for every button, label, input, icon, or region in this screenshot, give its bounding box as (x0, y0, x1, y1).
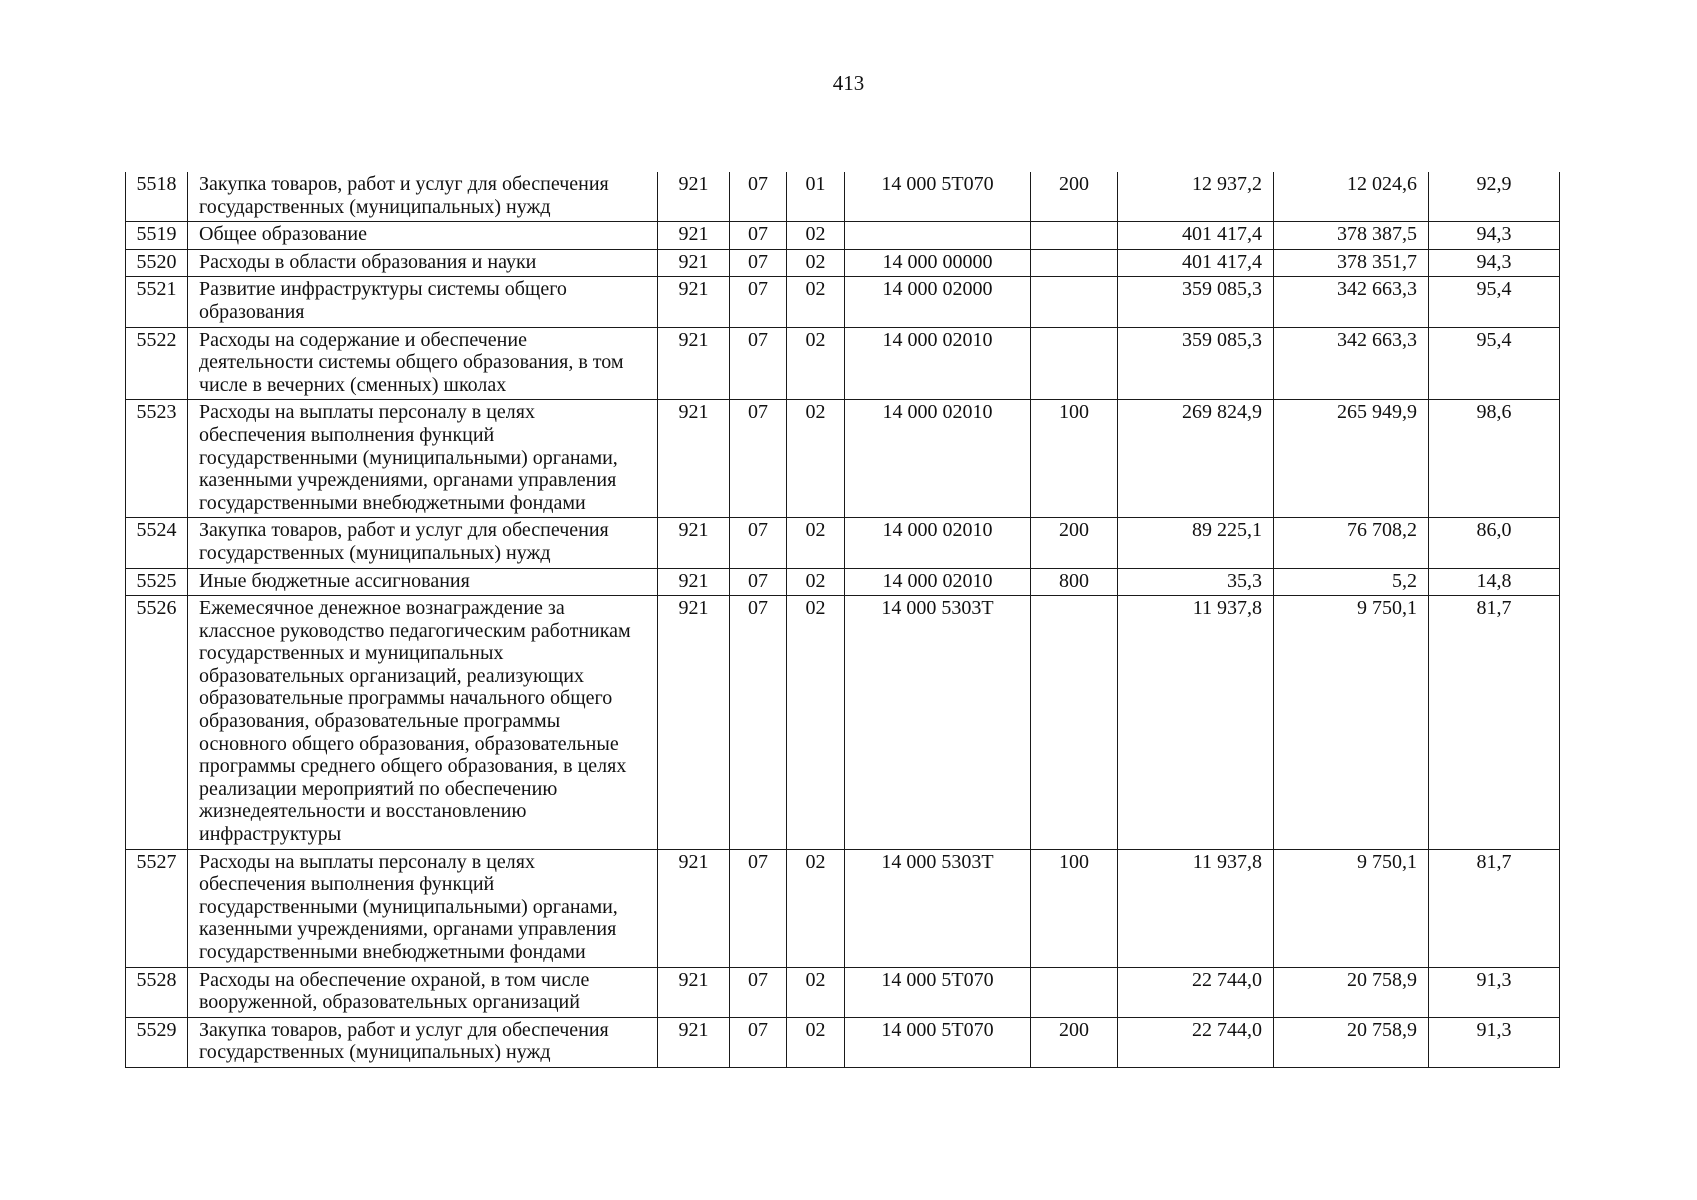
item-name: Развитие инфраструктуры системы общего образования (188, 277, 658, 327)
table-body (126, 172, 1560, 1067)
table-row (126, 327, 1560, 400)
code-expense-type (1031, 249, 1118, 277)
table-row (126, 518, 1560, 568)
code-subsection: 01 (787, 172, 845, 222)
item-name: Расходы на выплаты персоналу в целях обеспечения выполнения функций государственными (муниципальными) органами, казенными учреждениями, органами управления государственными внебюджетными фондами (188, 849, 658, 967)
code-subsection: 02 (787, 400, 845, 518)
table-row (126, 967, 1560, 1017)
table-row (126, 400, 1560, 518)
code-department: 921 (658, 400, 730, 518)
amount-executed: 265 949,9 (1274, 400, 1429, 518)
code-section: 07 (730, 596, 787, 850)
code-section: 07 (730, 568, 787, 596)
code-target-item: 14 000 02010 (845, 400, 1031, 518)
amount-planned: 89 225,1 (1118, 518, 1274, 568)
amount-executed: 20 758,9 (1274, 967, 1429, 1017)
code-department: 921 (658, 518, 730, 568)
code-expense-type (1031, 222, 1118, 250)
code-target-item: 14 000 5T070 (845, 172, 1031, 222)
row-number: 5527 (126, 849, 188, 967)
item-name: Расходы на содержание и обеспечение деятельности системы общего образования, в том числе в вечерних (сменных) школах (188, 327, 658, 400)
amount-planned: 22 744,0 (1118, 967, 1274, 1017)
amount-planned: 35,3 (1118, 568, 1274, 596)
code-target-item (845, 222, 1031, 250)
row-number: 5519 (126, 222, 188, 250)
code-expense-type (1031, 967, 1118, 1017)
percent-executed: 14,8 (1429, 568, 1560, 596)
code-target-item: 14 000 02000 (845, 277, 1031, 327)
code-department: 921 (658, 568, 730, 596)
amount-planned: 269 824,9 (1118, 400, 1274, 518)
amount-executed: 378 387,5 (1274, 222, 1429, 250)
row-number: 5520 (126, 249, 188, 277)
code-department: 921 (658, 277, 730, 327)
page-number: 413 (832, 71, 865, 95)
code-department: 921 (658, 249, 730, 277)
item-name: Расходы в области образования и науки (188, 249, 658, 277)
code-target-item: 14 000 5303T (845, 596, 1031, 850)
code-expense-type (1031, 277, 1118, 327)
row-number: 5525 (126, 568, 188, 596)
percent-executed: 98,6 (1429, 400, 1560, 518)
item-name: Иные бюджетные ассигнования (188, 568, 658, 596)
item-name: Общее образование (188, 222, 658, 250)
code-subsection: 02 (787, 596, 845, 850)
code-target-item: 14 000 5303T (845, 849, 1031, 967)
table-row (126, 222, 1560, 250)
code-expense-type: 100 (1031, 849, 1118, 967)
percent-executed: 81,7 (1429, 596, 1560, 850)
code-section: 07 (730, 967, 787, 1017)
code-subsection: 02 (787, 967, 845, 1017)
percent-executed: 81,7 (1429, 849, 1560, 967)
percent-executed: 94,3 (1429, 222, 1560, 250)
code-target-item: 14 000 00000 (845, 249, 1031, 277)
code-expense-type: 800 (1031, 568, 1118, 596)
budget-table (125, 172, 1560, 1068)
amount-planned: 401 417,4 (1118, 249, 1274, 277)
code-department: 921 (658, 327, 730, 400)
amount-executed: 9 750,1 (1274, 596, 1429, 850)
amount-planned: 401 417,4 (1118, 222, 1274, 250)
amount-executed: 12 024,6 (1274, 172, 1429, 222)
item-name: Ежемесячное денежное вознаграждение за классное руководство педагогическим работникам государственных и муниципальных образовательных организаций, реализующих образовательные программы начального общего образования, образовательные программы основного общего образования, образовательные программы среднего общего образования, в целях реализации мероприятий по обеспечению жизнедеятельности и восстановлению инфраструктуры (188, 596, 658, 850)
row-number: 5518 (126, 172, 188, 222)
code-expense-type: 200 (1031, 1017, 1118, 1067)
code-target-item: 14 000 5T070 (845, 1017, 1031, 1067)
code-subsection: 02 (787, 327, 845, 400)
code-expense-type: 200 (1031, 172, 1118, 222)
row-number: 5523 (126, 400, 188, 518)
code-subsection: 02 (787, 518, 845, 568)
code-section: 07 (730, 1017, 787, 1067)
code-subsection: 02 (787, 222, 845, 250)
amount-planned: 359 085,3 (1118, 327, 1274, 400)
code-target-item: 14 000 02010 (845, 327, 1031, 400)
code-section: 07 (730, 518, 787, 568)
code-department: 921 (658, 1017, 730, 1067)
item-name: Расходы на обеспечение охраной, в том числе вооруженной, образовательных организаций (188, 967, 658, 1017)
code-department: 921 (658, 222, 730, 250)
code-subsection: 02 (787, 249, 845, 277)
percent-executed: 92,9 (1429, 172, 1560, 222)
code-section: 07 (730, 400, 787, 518)
code-department: 921 (658, 596, 730, 850)
amount-planned: 22 744,0 (1118, 1017, 1274, 1067)
amount-executed: 76 708,2 (1274, 518, 1429, 568)
code-department: 921 (658, 967, 730, 1017)
code-subsection: 02 (787, 568, 845, 596)
table-row (126, 249, 1560, 277)
code-section: 07 (730, 222, 787, 250)
row-number: 5526 (126, 596, 188, 850)
code-section: 07 (730, 172, 787, 222)
code-expense-type: 100 (1031, 400, 1118, 518)
code-section: 07 (730, 277, 787, 327)
code-section: 07 (730, 249, 787, 277)
percent-executed: 95,4 (1429, 277, 1560, 327)
percent-executed: 91,3 (1429, 1017, 1560, 1067)
amount-executed: 342 663,3 (1274, 327, 1429, 400)
table-row (126, 172, 1560, 222)
table-row (126, 596, 1560, 850)
amount-executed: 20 758,9 (1274, 1017, 1429, 1067)
item-name: Закупка товаров, работ и услуг для обеспечения государственных (муниципальных) нужд (188, 172, 658, 222)
percent-executed: 91,3 (1429, 967, 1560, 1017)
code-section: 07 (730, 849, 787, 967)
row-number: 5522 (126, 327, 188, 400)
row-number: 5521 (126, 277, 188, 327)
amount-planned: 11 937,8 (1118, 596, 1274, 850)
amount-executed: 5,2 (1274, 568, 1429, 596)
row-number: 5524 (126, 518, 188, 568)
code-department: 921 (658, 849, 730, 967)
code-subsection: 02 (787, 277, 845, 327)
code-target-item: 14 000 02010 (845, 518, 1031, 568)
amount-planned: 359 085,3 (1118, 277, 1274, 327)
table-row (126, 277, 1560, 327)
percent-executed: 94,3 (1429, 249, 1560, 277)
table-row (126, 568, 1560, 596)
code-section: 07 (730, 327, 787, 400)
code-target-item: 14 000 5T070 (845, 967, 1031, 1017)
percent-executed: 86,0 (1429, 518, 1560, 568)
code-subsection: 02 (787, 849, 845, 967)
row-number: 5528 (126, 967, 188, 1017)
item-name: Закупка товаров, работ и услуг для обеспечения государственных (муниципальных) нужд (188, 1017, 658, 1067)
code-department: 921 (658, 172, 730, 222)
code-expense-type (1031, 596, 1118, 850)
amount-planned: 12 937,2 (1118, 172, 1274, 222)
item-name: Закупка товаров, работ и услуг для обеспечения государственных (муниципальных) нужд (188, 518, 658, 568)
code-expense-type: 200 (1031, 518, 1118, 568)
amount-executed: 9 750,1 (1274, 849, 1429, 967)
amount-executed: 342 663,3 (1274, 277, 1429, 327)
table-row (126, 1017, 1560, 1067)
item-name: Расходы на выплаты персоналу в целях обеспечения выполнения функций государственными (муниципальными) органами, казенными учреждениями, органами управления государственными внебюджетными фондами (188, 400, 658, 518)
code-expense-type (1031, 327, 1118, 400)
row-number: 5529 (126, 1017, 188, 1067)
table-row (126, 849, 1560, 967)
code-target-item: 14 000 02010 (845, 568, 1031, 596)
amount-executed: 378 351,7 (1274, 249, 1429, 277)
percent-executed: 95,4 (1429, 327, 1560, 400)
amount-planned: 11 937,8 (1118, 849, 1274, 967)
code-subsection: 02 (787, 1017, 845, 1067)
